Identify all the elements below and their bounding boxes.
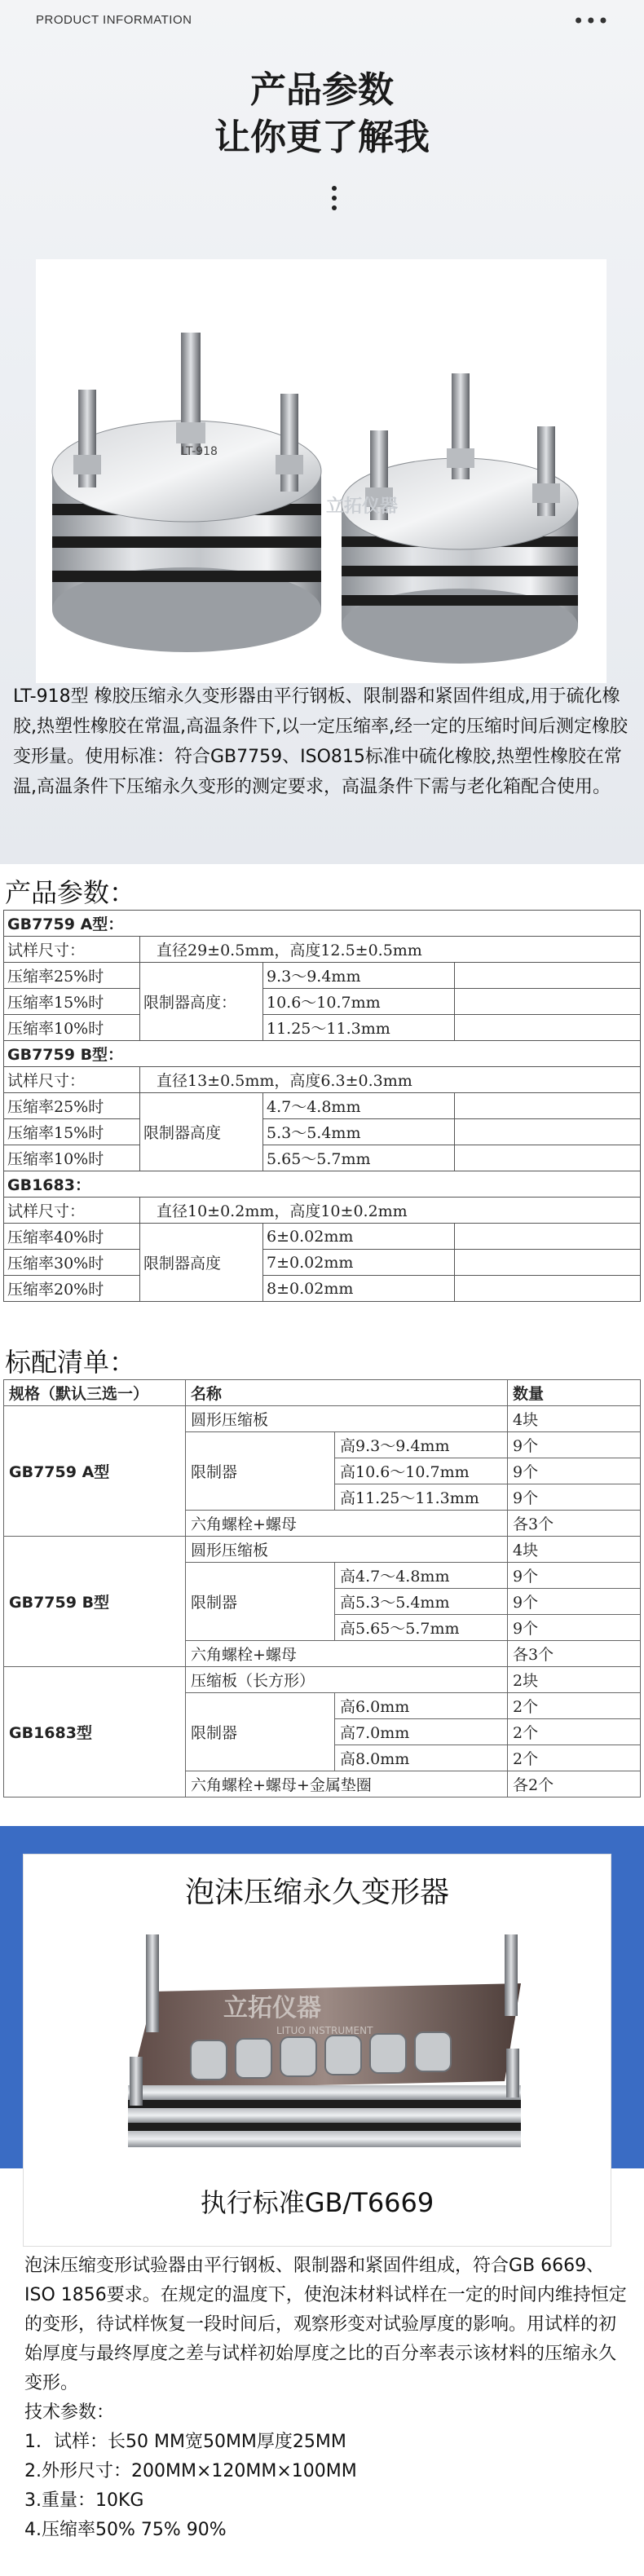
product-info-label: PRODUCT INFORMATION	[36, 13, 192, 27]
standard-list-table	[3, 1379, 641, 1797]
page-title: 产品参数	[250, 69, 394, 111]
spec-group-name: GB7759 A型：	[4, 911, 641, 937]
top-bar	[0, 0, 644, 41]
foam-params-title: 技术参数：	[24, 2402, 115, 2423]
table-row	[4, 1276, 641, 1302]
empty-cell	[455, 1224, 641, 1250]
item-qty: 各3个	[508, 1641, 641, 1667]
item-qty: 9个	[508, 1615, 641, 1641]
product-photo-compression-set	[36, 259, 607, 683]
table-row	[4, 1119, 641, 1145]
empty-cell	[455, 1276, 641, 1302]
limiter-height-value: 5.65～5.7mm	[263, 1145, 455, 1171]
foam-param-item: 3.重量：10KG	[24, 2490, 144, 2511]
limiter-height: 高10.6～10.7mm	[335, 1458, 508, 1484]
empty-cell	[455, 963, 641, 989]
item-qty: 4块	[508, 1406, 641, 1432]
foam-param-item: 2.外形尺寸：200MM×120MM×100MM	[24, 2461, 357, 2481]
empty-cell	[455, 1119, 641, 1145]
compression-rate-label: 压缩率25%时	[4, 1093, 140, 1119]
compression-rate-label: 压缩率20%时	[4, 1276, 140, 1302]
limiter-height-value: 5.3～5.4mm	[263, 1119, 455, 1145]
item-name: 圆形压缩板	[186, 1537, 508, 1563]
limiter-height-value: 11.25～11.3mm	[263, 1015, 455, 1041]
spec-table	[3, 910, 641, 1302]
empty-cell	[455, 1145, 641, 1171]
foam-product-card	[23, 1854, 611, 2247]
limiter-height-label: 限制器高度：	[140, 963, 263, 1041]
spec-name-cell: GB7759 A型	[4, 1406, 186, 1537]
foam-description-block	[24, 2252, 628, 2545]
spec-name-cell: GB7759 B型	[4, 1537, 186, 1667]
item-qty: 各2个	[508, 1771, 641, 1797]
intro-paragraph: LT-918型 橡胶压缩永久变形器由平行钢板、限制器和紧固件组成,用于硫化橡胶,热塑性橡胶在常温,高温条件下,以一定压缩率,经一定的压缩时间后测定橡胶变形量。使用标准：符合GB7759、ISO815标准中硫化橡胶,热塑性橡胶在常温,高温条件下压缩永久变形的测定要求，高温条件下需与老化箱配合使用。	[13, 686, 628, 797]
foam-standard: 执行标准GB/T6669	[200, 2187, 434, 2218]
header-qty: 数量	[508, 1380, 641, 1406]
limiter-height: 高8.0mm	[335, 1745, 508, 1771]
limiter-height: 高4.7～4.8mm	[335, 1563, 508, 1589]
compression-rate-label: 压缩率30%时	[4, 1250, 140, 1276]
spec-name-cell: GB1683型	[4, 1667, 186, 1797]
limiter-height-value: 9.3～9.4mm	[263, 963, 455, 989]
compression-rate-label: 压缩率10%时	[4, 1015, 140, 1041]
sample-size-label: 试样尺寸：	[4, 1198, 140, 1224]
list-section-title: 标配清单：	[5, 1347, 136, 1378]
limiter-height-value: 8±0.02mm	[263, 1276, 455, 1302]
item-name: 圆形压缩板	[186, 1406, 508, 1432]
limiter-height-value: 6±0.02mm	[263, 1224, 455, 1250]
table-row	[4, 1224, 641, 1250]
compression-rate-label: 压缩率25%时	[4, 963, 140, 989]
spec-group-header	[4, 1171, 641, 1198]
item-name: 六角螺栓+螺母+金属垫圈	[186, 1771, 508, 1797]
limiter-height: 高9.3～9.4mm	[335, 1432, 508, 1458]
limiter-height-value: 10.6～10.7mm	[263, 989, 455, 1015]
watermark-text: 立拓仪器	[326, 496, 399, 517]
limiter-height-value: 7±0.02mm	[263, 1250, 455, 1276]
limiter-height-label: 限制器高度	[140, 1093, 263, 1171]
table-row	[4, 1145, 641, 1171]
item-name: 六角螺栓+螺母	[186, 1511, 508, 1537]
foam-product-photo	[113, 1918, 554, 2171]
item-qty: 2个	[508, 1719, 641, 1745]
item-qty: 9个	[508, 1432, 641, 1458]
foam-param-item: 1．试样：长50 MM宽50MM厚度25MM	[24, 2432, 346, 2452]
sample-size-value: 直径29±0.5mm，高度12.5±0.5mm	[140, 937, 641, 963]
table-row	[4, 989, 641, 1015]
empty-cell	[455, 1093, 641, 1119]
compression-rate-label: 压缩率10%时	[4, 1145, 140, 1171]
compression-rate-label: 压缩率15%时	[4, 989, 140, 1015]
empty-cell	[455, 1015, 641, 1041]
header-name: 名称	[186, 1380, 508, 1406]
table-row	[4, 1198, 641, 1224]
limiter-height-label: 限制器高度	[140, 1224, 263, 1302]
table-row	[4, 937, 641, 963]
spec-group-name: GB1683：	[4, 1171, 641, 1198]
limiter-name: 限制器	[186, 1432, 335, 1511]
table-row	[4, 1667, 641, 1693]
item-qty: 2块	[508, 1667, 641, 1693]
limiter-height: 高6.0mm	[335, 1693, 508, 1719]
spec-group-name: GB7759 B型：	[4, 1041, 641, 1067]
empty-cell	[455, 989, 641, 1015]
item-qty: 9个	[508, 1484, 641, 1511]
compression-rate-label: 压缩率15%时	[4, 1119, 140, 1145]
limiter-height: 高11.25～11.3mm	[335, 1484, 508, 1511]
foam-watermark-en: LITUO INSTRUMENT	[276, 2025, 373, 2036]
item-name: 六角螺栓+螺母	[186, 1641, 508, 1667]
item-qty: 各3个	[508, 1511, 641, 1537]
foam-description: 泡沫压缩变形试验器由平行钢板、限制器和紧固件组成，符合GB 6669、ISO 1856要求。在规定的温度下，使泡沫材料试样在一定的时间内维持恒定的变形，待试样恢复一段时间后，观察形变对试验厚度的影响。用试样的初始厚度与最终厚度之差与试样初始厚度之比的百分率表示该材料的压缩永久变形。	[24, 2256, 627, 2393]
spec-group-header	[4, 1041, 641, 1067]
sample-size-label: 试样尺寸：	[4, 937, 140, 963]
more-options-icon[interactable]: •••	[572, 10, 610, 33]
limiter-height: 高5.65～5.7mm	[335, 1615, 508, 1641]
svg-text:LT-918: LT-918	[181, 445, 218, 458]
vertical-dots-icon	[332, 186, 338, 215]
spec-group-header	[4, 911, 641, 937]
page-subtitle: 让你更了解我	[214, 117, 430, 158]
item-qty: 2个	[508, 1745, 641, 1771]
limiter-name: 限制器	[186, 1563, 335, 1641]
limiter-height: 高5.3～5.4mm	[335, 1589, 508, 1615]
table-row	[4, 1406, 641, 1432]
table-row	[4, 1093, 641, 1119]
table-row	[4, 963, 641, 989]
table-row	[4, 1015, 641, 1041]
item-qty: 4块	[508, 1537, 641, 1563]
table-row	[4, 1537, 641, 1563]
foam-param-item: 4.压缩率50% 75% 90%	[24, 2520, 227, 2540]
limiter-height: 高7.0mm	[335, 1719, 508, 1745]
foam-title: 泡沫压缩永久变形器	[184, 1876, 449, 1909]
compression-device-illustration	[36, 259, 607, 683]
item-qty: 2个	[508, 1693, 641, 1719]
table-row	[4, 1250, 641, 1276]
foam-device-illustration	[113, 1918, 554, 2171]
table-row	[4, 1067, 641, 1093]
spec-section-title: 产品参数：	[5, 877, 136, 908]
sample-size-value: 直径10±0.2mm，高度10±0.2mm	[140, 1198, 641, 1224]
limiter-height-value: 4.7～4.8mm	[263, 1093, 455, 1119]
empty-cell	[455, 1250, 641, 1276]
header-spec: 规格（默认三选一）	[4, 1380, 186, 1406]
item-qty: 9个	[508, 1458, 641, 1484]
sample-size-value: 直径13±0.5mm，高度6.3±0.3mm	[140, 1067, 641, 1093]
compression-rate-label: 压缩率40%时	[4, 1224, 140, 1250]
intro-description	[13, 681, 634, 802]
foam-watermark-cn: 立拓仪器	[223, 1994, 321, 2022]
item-qty: 9个	[508, 1589, 641, 1615]
sample-size-label: 试样尺寸：	[4, 1067, 140, 1093]
item-qty: 9个	[508, 1563, 641, 1589]
item-name: 压缩板（长方形）	[186, 1667, 508, 1693]
limiter-name: 限制器	[186, 1693, 335, 1771]
table-header-row	[4, 1380, 641, 1406]
hero-section	[0, 0, 644, 864]
